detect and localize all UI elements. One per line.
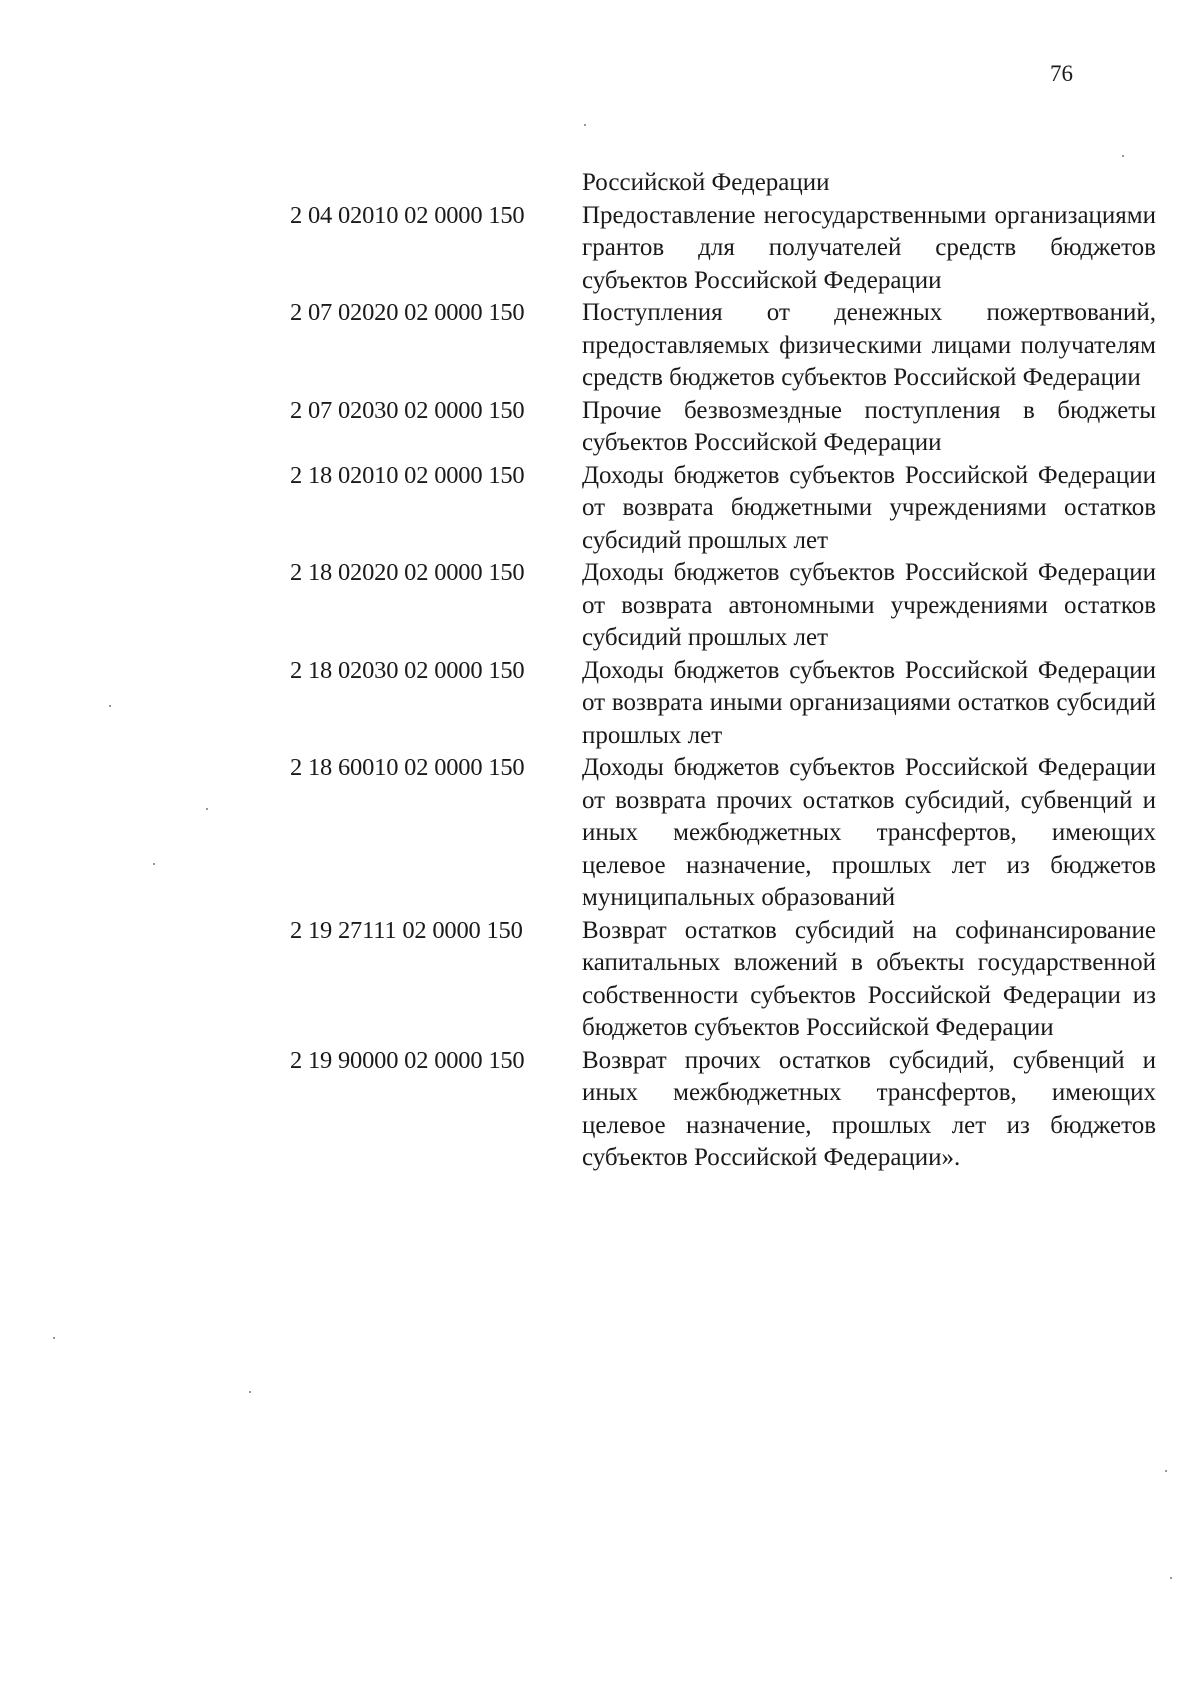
table-row xyxy=(290,557,1156,655)
desc-cell: Поступления от денежных пожертвований, предоставляемых физическими лицами получателям средств бюджетов субъектов Российской Федерации xyxy=(582,299,1156,391)
page-number: 76 xyxy=(1050,61,1073,86)
desc-cell: Возврат остатков субсидий на софинансирование капитальных вложений в объекты государственной собственности субъектов Российской Федерации из бюджетов субъектов Российской Федерации xyxy=(582,916,1156,1041)
table-row-continuation xyxy=(290,167,1156,200)
desc-cell: Доходы бюджетов субъектов Российской Федерации от возврата иными организациями остатков субсидий прошлых лет xyxy=(582,656,1156,749)
table-row xyxy=(290,395,1156,460)
desc-cell: Доходы бюджетов субъектов Российской Федерации от возврата прочих остатков субсидий, субвенций и иных межбюджетных трансфертов, имеющих целевое назначение, прошлых лет из бюджетов муниципальных образований xyxy=(582,754,1156,911)
budget-code-table xyxy=(290,167,1156,1175)
table-row xyxy=(290,1045,1156,1175)
code-cell: 2 18 60010 02 0000 150 xyxy=(290,754,525,781)
scan-speck xyxy=(206,808,208,810)
desc-cell: Возврат прочих остатков субсидий, субвенций и иных межбюджетных трансфертов, имеющих целевое назначение, прошлых лет из бюджетов субъектов Российской Федерации». xyxy=(582,1046,1156,1171)
scan-speck xyxy=(53,1337,55,1339)
code-cell: 2 07 02020 02 0000 150 xyxy=(290,299,525,326)
table-row xyxy=(290,752,1156,915)
scan-speck xyxy=(584,124,586,126)
table-row xyxy=(290,655,1156,753)
code-cell: 2 18 02020 02 0000 150 xyxy=(290,559,525,586)
code-cell: 2 07 02030 02 0000 150 xyxy=(290,396,525,424)
code-cell: 2 18 02030 02 0000 150 xyxy=(290,656,525,684)
desc-cell: Доходы бюджетов субъектов Российской Федерации от возврата автономными учреждениями остатков субсидий прошлых лет xyxy=(582,559,1156,651)
desc-cell: Российской Федерации xyxy=(582,169,830,196)
code-cell: 2 19 90000 02 0000 150 xyxy=(290,1046,525,1074)
desc-cell: Предоставление негосударственными организациями грантов для получателей средств бюджетов субъектов Российской Федерации xyxy=(582,201,1156,294)
scan-speck xyxy=(153,863,155,865)
table-row xyxy=(290,460,1156,558)
table-row xyxy=(290,200,1156,298)
scan-speck xyxy=(1165,1470,1167,1472)
scan-speck xyxy=(109,705,111,707)
scan-speck xyxy=(1122,155,1124,157)
table-row xyxy=(290,297,1156,395)
desc-cell: Доходы бюджетов субъектов Российской Федерации от возврата бюджетными учреждениями остатков субсидий прошлых лет xyxy=(582,461,1156,554)
scan-speck xyxy=(1170,1577,1172,1579)
scan-speck xyxy=(249,1391,251,1393)
code-cell: 2 19 27111 02 0000 150 xyxy=(290,916,523,944)
code-cell: 2 04 02010 02 0000 150 xyxy=(290,201,525,229)
table-row xyxy=(290,915,1156,1045)
desc-cell: Прочие безвозмездные поступления в бюджеты субъектов Российской Федерации xyxy=(582,396,1156,456)
code-cell: 2 18 02010 02 0000 150 xyxy=(290,461,525,489)
